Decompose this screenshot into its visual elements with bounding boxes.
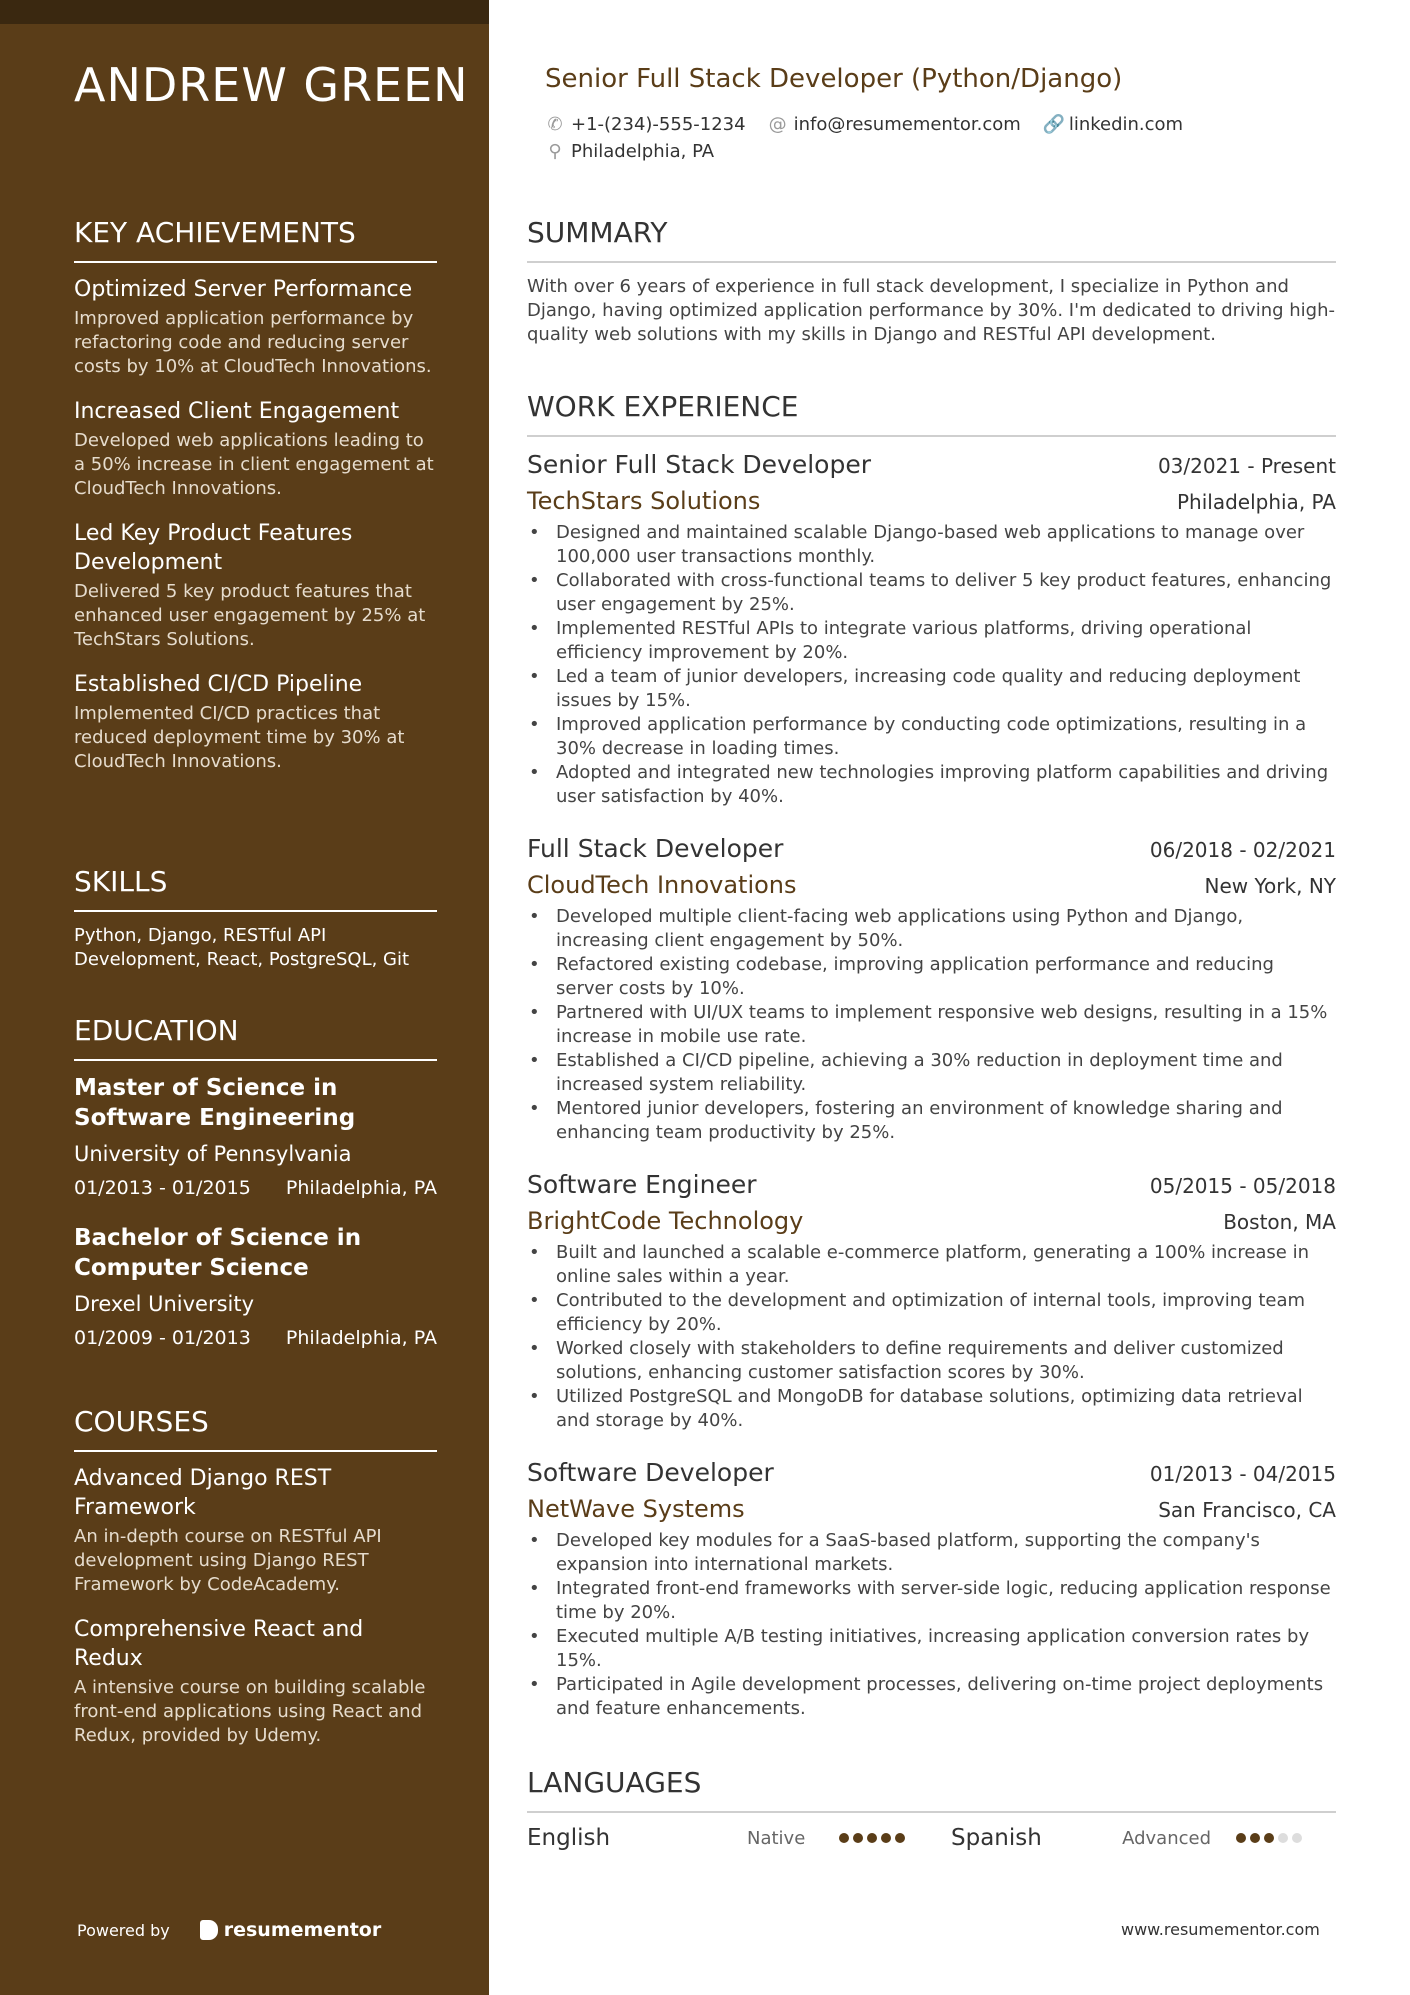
- sidebar-top-bar: [0, 0, 489, 24]
- bullet-item: • Partnered with UI/UX teams to implement responsive web designs, resulting in a 15% increase in mobile use rate.: [527, 1001, 1336, 1049]
- edu-degree: Master of Science in Software Engineering: [74, 1075, 356, 1131]
- achievement-title: Increased Client Engagement: [74, 399, 400, 424]
- achievement-item: [74, 397, 437, 501]
- powered-by-label: Powered by: [77, 1920, 170, 1940]
- brand-name: resumementor: [223, 1919, 382, 1941]
- location-pin-icon: ⚲: [548, 141, 562, 162]
- bullet-item: • Designed and maintained scalable Django-based web applications to manage over 100,000 user transactions monthly.: [527, 521, 1336, 569]
- achievement-title: Led Key Product Features Development: [74, 521, 353, 575]
- achievement-desc: Implemented CI/CD practices that reduced deployment time by 30% at CloudTech Innovations.: [74, 703, 405, 772]
- proficiency-dot-filled: [853, 1833, 863, 1843]
- job-dates: 06/2018 - 02/2021: [1149, 838, 1336, 862]
- edu-dates: 01/2009 - 01/2013: [74, 1327, 251, 1349]
- language-name: Spanish: [951, 1825, 1042, 1851]
- contact-location: [545, 141, 714, 162]
- contact-phone[interactable]: [545, 114, 746, 135]
- linkedin-text: linkedin.com: [1068, 114, 1184, 135]
- edu-school: University of Pennsylvania: [74, 1142, 352, 1166]
- achievement-desc: Delivered 5 key product features that enhanced user engagement by 25% at TechStars Solutions.: [74, 581, 426, 650]
- edu-degree: Bachelor of Science in Computer Science: [74, 1225, 362, 1281]
- contact-email[interactable]: [768, 114, 1021, 135]
- bullet-item: • Led a team of junior developers, increasing code quality and reducing deployment issues by 15%.: [527, 665, 1336, 713]
- experience-section: [527, 390, 1336, 449]
- job-role: Software Engineer: [527, 1170, 757, 1199]
- achievement-item: [74, 275, 437, 379]
- bullet-item: • Built and launched a scalable e-commerce platform, generating a 100% increase in online sales within a year.: [527, 1241, 1336, 1289]
- education-section: [74, 1014, 437, 1373]
- bullet-item: • Refactored existing codebase, improving application performance and reducing server costs by 10%.: [527, 953, 1336, 1001]
- job-entry: [527, 1458, 1336, 1721]
- summary-heading: SUMMARY: [527, 216, 1336, 263]
- course-item: [74, 1615, 437, 1748]
- job-entry: [527, 450, 1336, 809]
- contact-row-2: [545, 141, 714, 162]
- brand-logo[interactable]: [200, 1919, 382, 1941]
- proficiency-dot-filled: [895, 1833, 905, 1843]
- experience-heading: WORK EXPERIENCE: [527, 390, 1336, 437]
- proficiency-dot-empty: [1278, 1833, 1288, 1843]
- at-icon: @: [768, 114, 787, 135]
- proficiency-dot-empty: [1292, 1833, 1302, 1843]
- job-bullets: [527, 1241, 1336, 1433]
- language-dots: [1236, 1833, 1336, 1843]
- achievement-desc: Improved application performance by refactoring code and reducing server costs by 10% at CloudTech Innovations.: [74, 308, 432, 377]
- education-item: [74, 1223, 437, 1349]
- job-role: Senior Full Stack Developer: [527, 450, 871, 479]
- proficiency-dot-filled: [867, 1833, 877, 1843]
- bullet-item: • Adopted and integrated new technologies improving platform capabilities and driving user satisfaction by 40%.: [527, 761, 1336, 809]
- course-title: Comprehensive React and Redux: [74, 1617, 364, 1671]
- bullet-item: • Utilized PostgreSQL and MongoDB for database solutions, optimizing data retrieval and storage by 40%.: [527, 1385, 1336, 1433]
- language-dots: [839, 1833, 949, 1843]
- bullet-item: • Integrated front-end frameworks with server-side logic, reducing application response time by 20%.: [527, 1577, 1336, 1625]
- bullet-item: • Developed multiple client-facing web applications using Python and Django, increasing client engagement by 50%.: [527, 905, 1336, 953]
- courses-heading: COURSES: [74, 1405, 437, 1452]
- edu-dates: 01/2013 - 01/2015: [74, 1177, 251, 1199]
- job-title: Senior Full Stack Developer (Python/Django): [545, 64, 1123, 94]
- bullet-item: • Established a CI/CD pipeline, achieving a 30% reduction in deployment time and increased system reliability.: [527, 1049, 1336, 1097]
- language-name: English: [527, 1825, 611, 1851]
- bullet-item: • Implemented RESTful APIs to integrate various platforms, driving operational efficiency improvement by 20%.: [527, 617, 1336, 665]
- summary-text: With over 6 years of experience in full stack development, I specialize in Python and Django, having optimized application performance by 30%. I'm dedicated to driving high-quality web solutions with my skills in Django and RESTful API development.: [527, 276, 1336, 345]
- proficiency-dot-filled: [1264, 1833, 1274, 1843]
- job-entry: [527, 1170, 1336, 1433]
- edu-school: Drexel University: [74, 1292, 255, 1316]
- course-item: [74, 1464, 437, 1597]
- email-text: info@resumementor.com: [793, 114, 1021, 135]
- proficiency-dot-filled: [1250, 1833, 1260, 1843]
- language-item: [951, 1825, 1336, 1851]
- course-title: Advanced Django REST Framework: [74, 1466, 332, 1520]
- achievement-title: Optimized Server Performance: [74, 277, 413, 302]
- phone-text: +1-(234)-555-1234: [571, 114, 746, 135]
- education-heading: EDUCATION: [74, 1014, 437, 1061]
- job-bullets: [527, 521, 1336, 809]
- achievement-desc: Developed web applications leading to a 50% increase in client engagement at CloudTech Innovations.: [74, 430, 434, 499]
- job-role: Software Developer: [527, 1458, 774, 1487]
- course-desc: A intensive course on building scalable front-end applications using React and Redux, provided by Udemy.: [74, 1677, 426, 1746]
- contact-linkedin[interactable]: [1043, 114, 1183, 135]
- brand-mark-icon: [200, 1920, 218, 1940]
- bullet-item: • Developed key modules for a SaaS-based platform, supporting the company's expansion into international markets.: [527, 1529, 1336, 1577]
- powered-by: [77, 1919, 381, 1941]
- education-item: [74, 1073, 437, 1199]
- achievement-item: [74, 519, 437, 652]
- achievements-heading: KEY ACHIEVEMENTS: [74, 216, 437, 263]
- edu-location: Philadelphia, PA: [285, 1177, 437, 1199]
- language-level: Native: [747, 1827, 806, 1849]
- proficiency-dot-filled: [881, 1833, 891, 1843]
- languages-section: [527, 1766, 1336, 1851]
- course-desc: An in-depth course on RESTful API development using Django REST Framework by CodeAcademy.: [74, 1526, 382, 1595]
- achievement-title: Established CI/CD Pipeline: [74, 672, 363, 697]
- language-level: Advanced: [1122, 1827, 1212, 1849]
- job-location: Boston, MA: [1223, 1210, 1336, 1234]
- bullet-item: • Mentored junior developers, fostering an environment of knowledge sharing and enhancing team productivity by 25%.: [527, 1097, 1336, 1145]
- job-role: Full Stack Developer: [527, 834, 784, 863]
- bullet-item: • Executed multiple A/B testing initiatives, increasing application conversion rates by 15%.: [527, 1625, 1336, 1673]
- languages-heading: LANGUAGES: [527, 1766, 1336, 1813]
- bullet-item: • Improved application performance by conducting code optimizations, resulting in a 30% decrease in loading times.: [527, 713, 1336, 761]
- language-item: [527, 1825, 951, 1851]
- bullet-item: • Contributed to the development and optimization of internal tools, improving team efficiency by 20%.: [527, 1289, 1336, 1337]
- job-dates: 03/2021 - Present: [1157, 454, 1336, 478]
- job-bullets: [527, 905, 1336, 1145]
- bullet-item: • Worked closely with stakeholders to define requirements and deliver customized solutions, enhancing customer satisfaction scores by 30%.: [527, 1337, 1336, 1385]
- location-text: Philadelphia, PA: [571, 141, 715, 162]
- contact-row: [545, 114, 1183, 135]
- candidate-name: ANDREW GREEN: [74, 58, 469, 112]
- skills-heading: SKILLS: [74, 865, 437, 912]
- phone-icon: ✆: [547, 114, 563, 135]
- link-icon: 🔗: [1042, 114, 1066, 135]
- proficiency-dot-filled: [1236, 1833, 1246, 1843]
- job-dates: 05/2015 - 05/2018: [1149, 1174, 1336, 1198]
- proficiency-dot-filled: [839, 1833, 849, 1843]
- summary-section: [527, 216, 1336, 347]
- job-location: Philadelphia, PA: [1176, 490, 1336, 514]
- footer-url[interactable]: www.resumementor.com: [1121, 1920, 1320, 1939]
- job-location: New York, NY: [1204, 874, 1336, 898]
- bullet-item: • Collaborated with cross-functional teams to deliver 5 key product features, enhancing user engagement by 25%.: [527, 569, 1336, 617]
- bullet-item: • Participated in Agile development processes, delivering on-time project deployments and feature enhancements.: [527, 1673, 1336, 1721]
- job-company: CloudTech Innovations: [527, 871, 797, 899]
- courses-section: [74, 1405, 437, 1766]
- edu-location: Philadelphia, PA: [285, 1327, 437, 1349]
- job-company: BrightCode Technology: [527, 1207, 804, 1235]
- job-location: San Francisco, CA: [1158, 1498, 1336, 1522]
- skills-section: [74, 865, 437, 972]
- skills-list: Python, Django, RESTful API Development, React, PostgreSQL, Git: [74, 925, 410, 970]
- job-entry: [527, 834, 1336, 1145]
- achievements-section: [74, 216, 437, 792]
- job-dates: 01/2013 - 04/2015: [1149, 1462, 1336, 1486]
- job-bullets: [527, 1529, 1336, 1721]
- job-company: TechStars Solutions: [527, 487, 761, 515]
- job-company: NetWave Systems: [527, 1495, 745, 1523]
- achievement-item: [74, 670, 437, 774]
